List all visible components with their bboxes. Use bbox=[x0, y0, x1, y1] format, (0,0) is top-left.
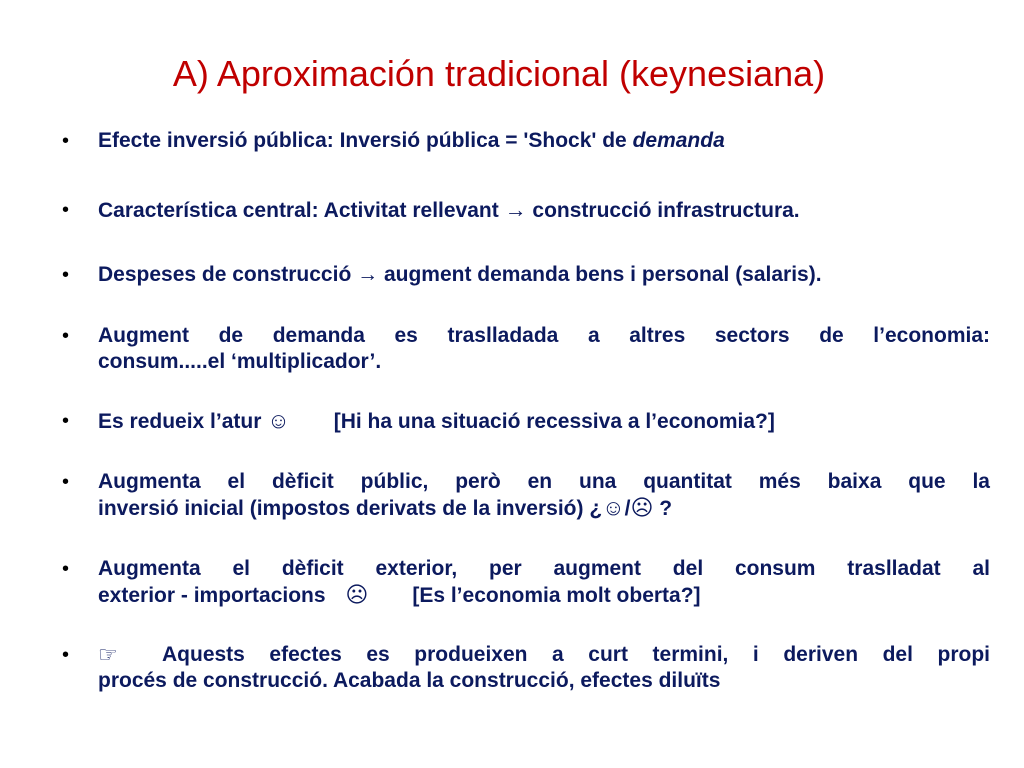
bullet-text-part: Efecte inversió pública: Inversió pública = 'Shock' de bbox=[98, 129, 633, 152]
bullet-text bbox=[98, 469, 990, 495]
bullet-text bbox=[98, 323, 990, 349]
frown-icon: ☹ bbox=[345, 582, 369, 607]
bullet-dot: • bbox=[62, 471, 70, 493]
bullet-dot: • bbox=[62, 558, 70, 580]
bullet-dot: • bbox=[62, 410, 70, 432]
bullet-text bbox=[98, 642, 990, 668]
bullet-dot: • bbox=[62, 264, 70, 286]
right-arrow-icon: → bbox=[504, 197, 527, 222]
bullet-text bbox=[98, 197, 990, 224]
frown-icon: ☹ bbox=[630, 495, 654, 520]
bullet-dot: • bbox=[62, 325, 70, 347]
bullet-text bbox=[98, 408, 990, 435]
bullet-dot: • bbox=[62, 130, 70, 152]
bullet-text-part: inversió inicial (impostos derivats de la inversió) ¿ bbox=[98, 497, 603, 520]
bullet-text-line: consum.....el ‘multiplicador’. bbox=[98, 350, 382, 373]
bullet-text-part: [Hi ha una situació recessiva a l’economia?] bbox=[333, 410, 775, 433]
bullet-text-part: Característica central: Activitat rellevant bbox=[98, 199, 505, 222]
slide-title-text: A) Aproximación tradicional (keynesiana) bbox=[172, 53, 826, 94]
bullet-text-part: [Es l’economia molt oberta?] bbox=[412, 584, 701, 607]
bullet-text-part: Es redueix l’atur bbox=[98, 410, 268, 433]
smiley-icon: ☺ bbox=[267, 408, 290, 433]
bullet-text-part: exterior - importacions bbox=[98, 584, 332, 607]
bullet-dot: • bbox=[62, 644, 70, 666]
bullet-text-part: construcció infrastructura. bbox=[526, 199, 800, 222]
bullet-text bbox=[98, 582, 990, 609]
bullet-text bbox=[98, 495, 990, 522]
pointing-hand-icon: ☞ bbox=[98, 642, 118, 667]
smiley-icon: ☺ bbox=[602, 495, 625, 520]
bullet-dot: • bbox=[62, 199, 70, 221]
bullet-text: Despeses de construcció → augment demanda bens i personal (salaris). bbox=[98, 263, 822, 286]
bullet-text-line: procés de construcció. Acabada la construcció, efectes diluïts bbox=[98, 669, 721, 692]
bullet-text-line: Augment de demanda es traslladada a altres sectors de l’economia: bbox=[98, 324, 990, 347]
bullet-text bbox=[98, 128, 990, 154]
bullet-text-line: Aquests efectes es produeixen a curt termini, i deriven del propi bbox=[162, 643, 990, 666]
bullet-emphasis: demanda bbox=[632, 129, 725, 152]
bullet-text-part: ? bbox=[653, 497, 673, 520]
bullet-text-line: Augmenta el dèficit exterior, per augment del consum traslladat al bbox=[98, 557, 990, 580]
bullet-text bbox=[98, 556, 990, 582]
bullet-text bbox=[98, 668, 990, 694]
bullet-text-part: / bbox=[624, 497, 631, 520]
bullet-text bbox=[98, 349, 990, 375]
bullet-text-line: Augmenta el dèficit públic, però en una quantitat més baixa que la bbox=[98, 470, 990, 493]
